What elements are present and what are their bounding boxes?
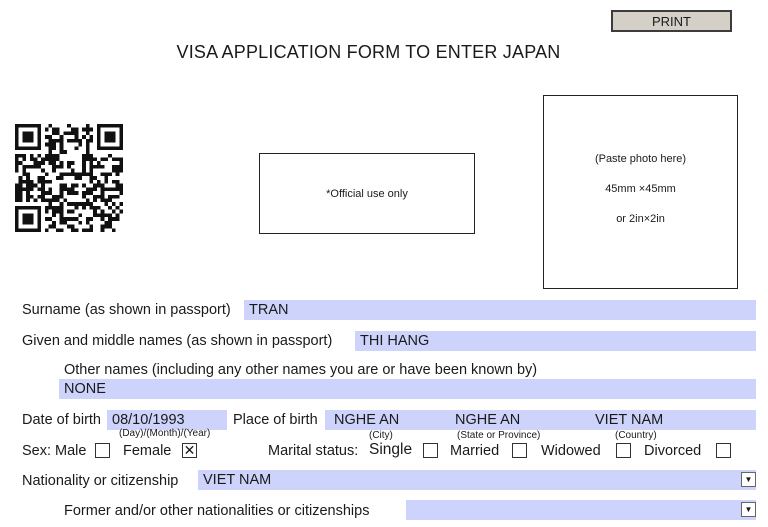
sex-female-checkbox[interactable]: ✕ bbox=[183, 442, 196, 458]
marital-single-label: Single bbox=[369, 441, 413, 458]
surname-field[interactable]: TRAN bbox=[244, 300, 756, 320]
official-use-box bbox=[259, 153, 475, 234]
marital-married-checkbox[interactable] bbox=[512, 443, 527, 458]
nationality-value: VIET NAM bbox=[203, 472, 272, 488]
qr-code-icon bbox=[15, 124, 123, 232]
birth-city-value: NGHE AN bbox=[334, 412, 400, 428]
photo-size-in: or 2in×2in bbox=[616, 213, 665, 225]
print-button[interactable]: PRINT bbox=[611, 10, 732, 32]
marital-widowed-label: Widowed bbox=[541, 443, 601, 459]
marital-married-label: Married bbox=[450, 443, 500, 459]
other-names-label: Other names (including any other names you are or have been known by) bbox=[64, 362, 538, 378]
date-of-birth-hint: (Day)/(Month)/(Year) bbox=[119, 428, 211, 439]
former-nationalities-select[interactable] bbox=[406, 500, 756, 520]
birth-state-value: NGHE AN bbox=[455, 412, 521, 428]
chevron-down-icon[interactable]: ▼ bbox=[741, 472, 756, 487]
photo-size-mm: 45mm ×45mm bbox=[605, 183, 676, 195]
surname-label: Surname (as shown in passport) bbox=[22, 302, 231, 318]
nationality-select[interactable] bbox=[198, 470, 756, 490]
marital-divorced-label: Divorced bbox=[644, 443, 702, 459]
former-nationalities-label: Former and/or other nationalities or citizenships bbox=[64, 503, 370, 519]
sex-male-checkbox[interactable] bbox=[95, 443, 110, 458]
birth-country-value: VIET NAM bbox=[595, 412, 664, 428]
date-of-birth-field[interactable]: 08/10/1993 bbox=[107, 410, 227, 430]
marital-divorced-checkbox[interactable] bbox=[716, 443, 731, 458]
given-names-field[interactable]: THI HANG bbox=[355, 331, 756, 351]
marital-widowed-checkbox[interactable] bbox=[616, 443, 631, 458]
given-names-label: Given and middle names (as shown in passport) bbox=[22, 333, 333, 349]
page-title: VISA APPLICATION FORM TO ENTER JAPAN bbox=[176, 42, 561, 62]
birth-city-hint: (City) bbox=[369, 430, 393, 441]
date-of-birth-label: Date of birth bbox=[22, 412, 101, 428]
place-of-birth-label: Place of birth bbox=[233, 412, 318, 428]
nationality-label: Nationality or citizenship bbox=[22, 473, 179, 489]
marital-single-checkbox[interactable] bbox=[423, 443, 438, 458]
other-names-field[interactable]: NONE bbox=[59, 379, 756, 399]
birth-state-hint: (State or Province) bbox=[457, 430, 541, 441]
photo-instruction: (Paste photo here) bbox=[594, 153, 687, 165]
sex-label: Sex: Male bbox=[22, 443, 87, 459]
sex-female-label: Female bbox=[123, 443, 172, 459]
official-use-label: *Official use only bbox=[326, 187, 408, 200]
birth-country-hint: (Country) bbox=[615, 430, 657, 441]
photo-box[interactable] bbox=[543, 95, 738, 289]
chevron-down-icon[interactable]: ▼ bbox=[741, 502, 756, 517]
marital-status-label: Marital status: bbox=[268, 443, 359, 459]
